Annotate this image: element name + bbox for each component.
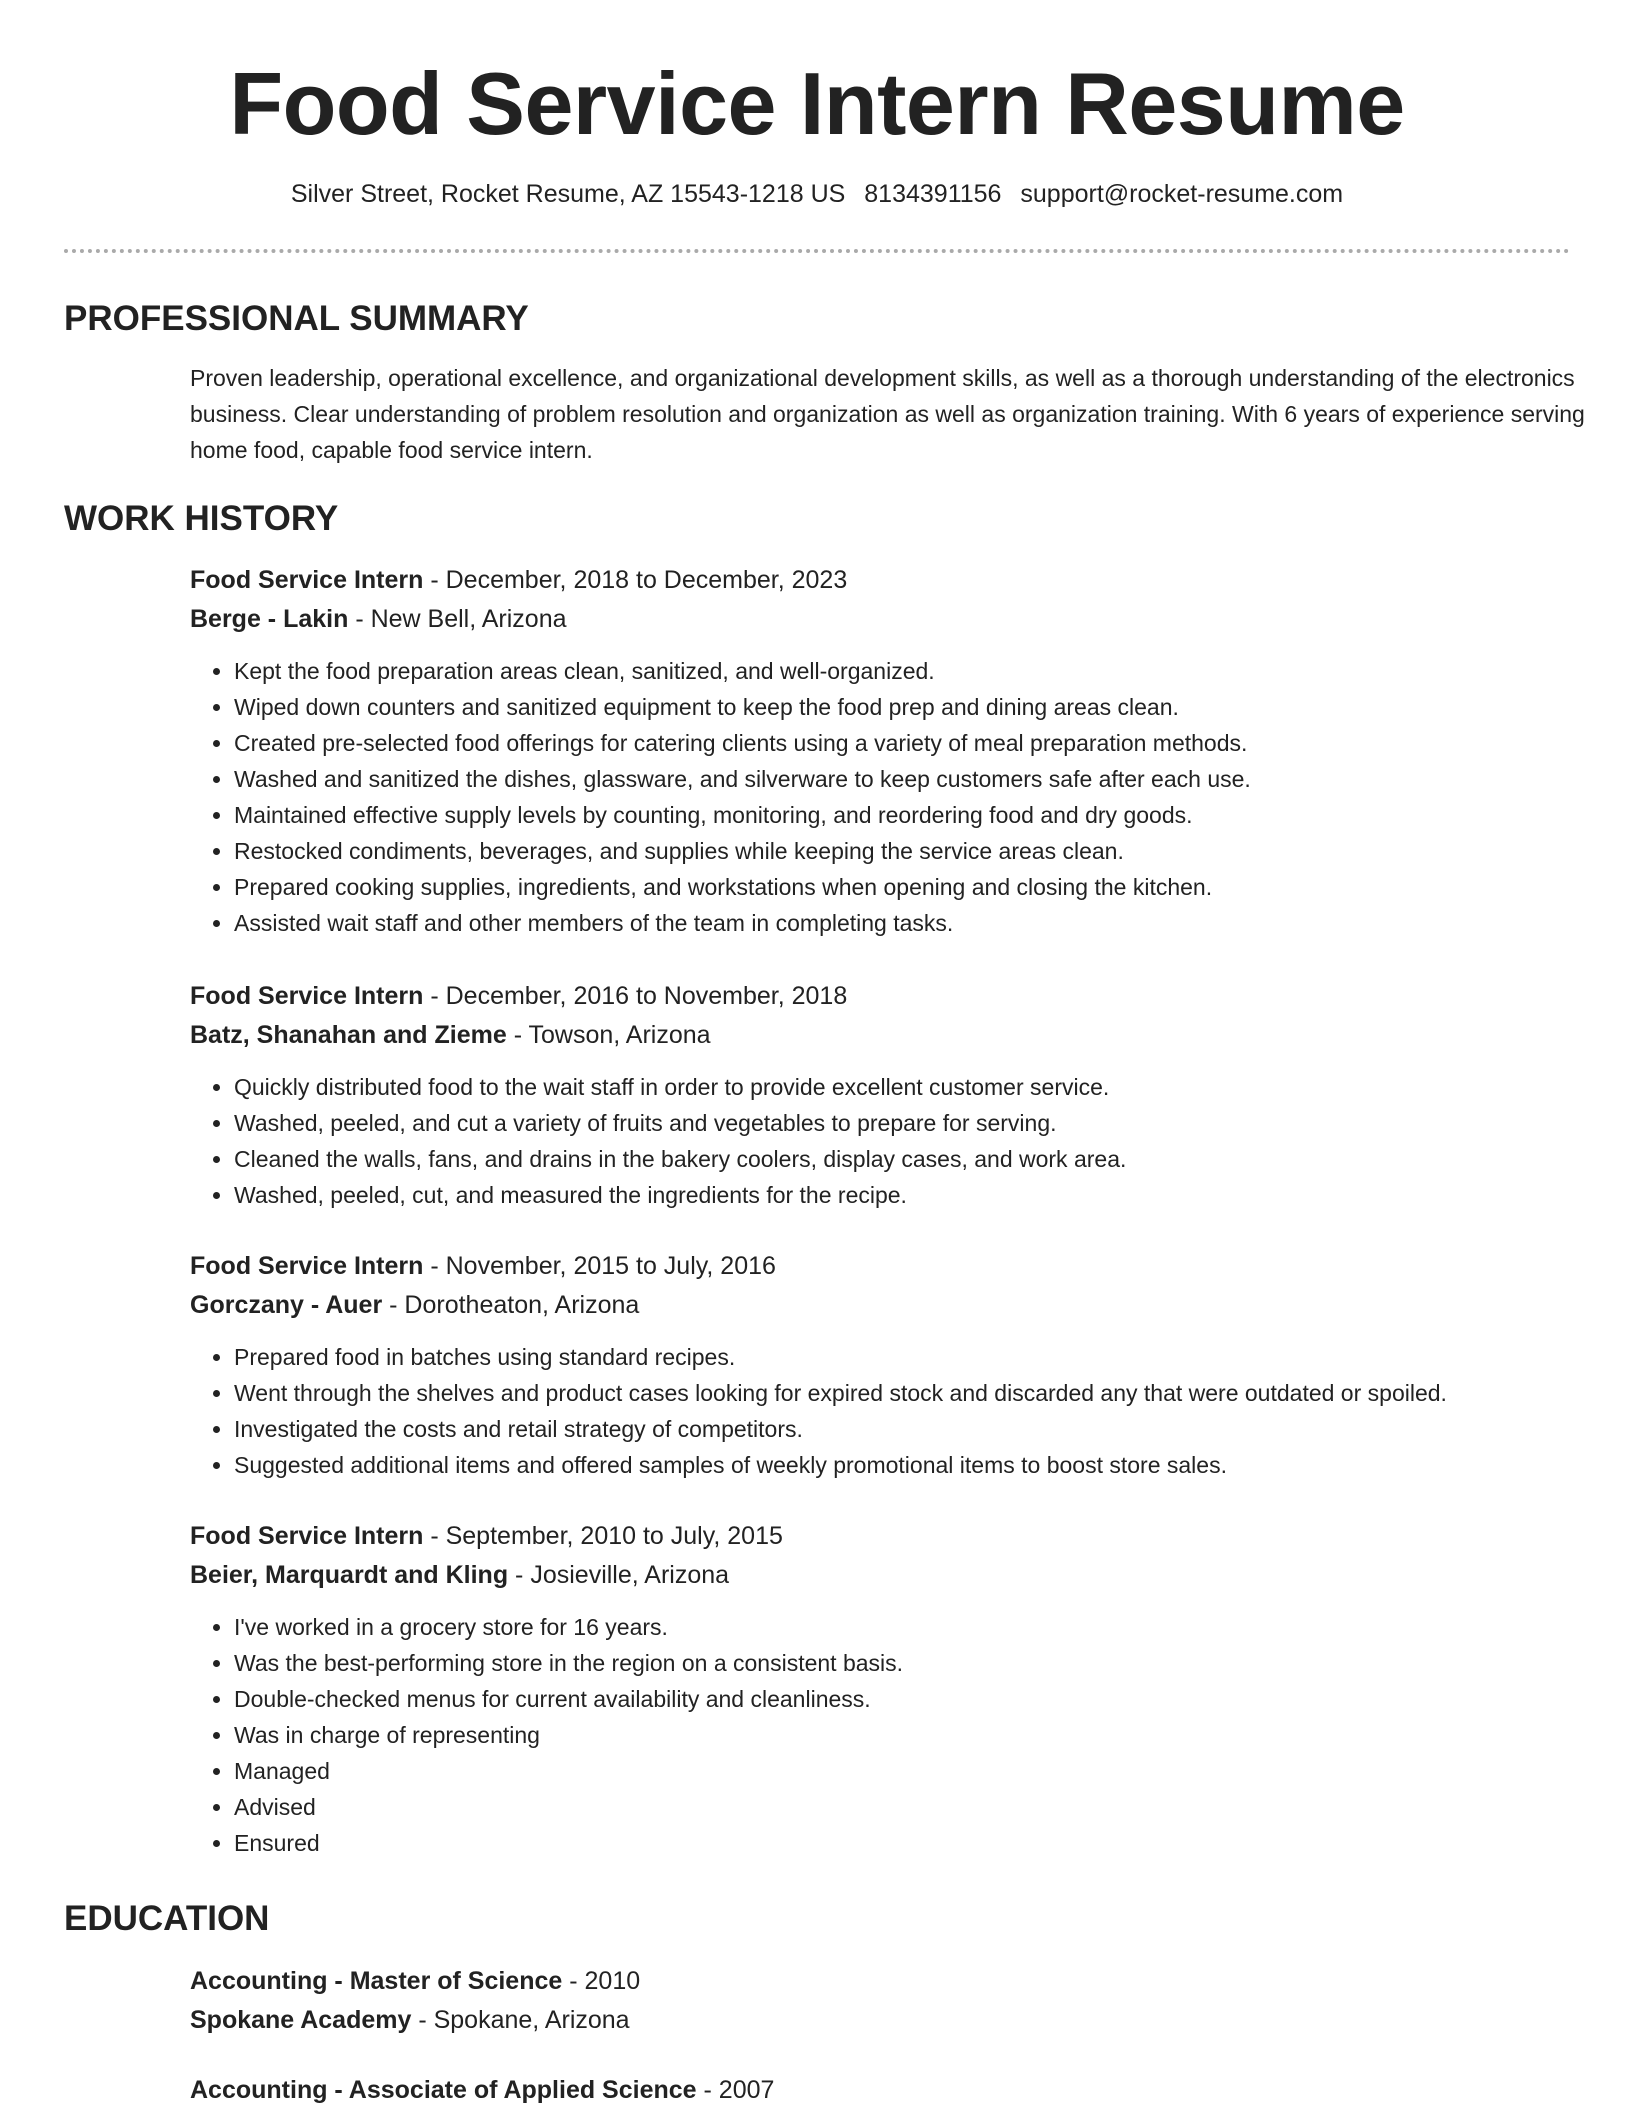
job-bullets (190, 1069, 1570, 1213)
job-company-line (190, 1286, 1570, 1325)
job-bullets (190, 653, 1570, 941)
job-company: Batz, Shanahan and Zieme (190, 1021, 507, 1049)
job-location: - Towson, Arizona (506, 1021, 711, 1049)
job-bullet: • Wiped down counters and sanitized equipment to keep the food prep and dining areas clean. (234, 689, 1570, 725)
contact-address: Silver Street, Rocket Resume, AZ 15543-1218 US (290, 180, 846, 208)
job-bullet: • Restocked condiments, beverages, and supplies while keeping the service areas clean. (234, 833, 1570, 869)
education-year: - 2010 (562, 1967, 641, 1995)
job-bullet: • Ensured (234, 1825, 1570, 1861)
job-title-line (190, 1517, 1570, 1556)
education-entry (64, 2071, 1570, 2110)
job-3 (190, 1247, 1570, 1483)
job-entry (64, 561, 1570, 941)
education-year: - 2007 (696, 2076, 775, 2104)
education-school: Spokane Academy (190, 2006, 412, 2034)
job-bullet: • Prepared cooking supplies, ingredients, and workstations when opening and closing the kitchen. (234, 869, 1570, 905)
education-school-line (190, 2001, 1570, 2040)
job-bullet: • Was in charge of representing (234, 1717, 1570, 1753)
education-heading: EDUCATION (64, 1899, 270, 1938)
job-location: - Josieville, Arizona (508, 1561, 730, 1589)
job-bullet: • Kept the food preparation areas clean, sanitized, and well-organized. (234, 653, 1570, 689)
job-4 (190, 1517, 1570, 1861)
job-company-line (190, 600, 1570, 639)
job-bullet: • Washed and sanitized the dishes, glassware, and silverware to keep customers safe after each use. (234, 761, 1570, 797)
job-bullet: • Washed, peeled, and cut a variety of fruits and vegetables to prepare for serving. (234, 1105, 1570, 1141)
education-degree: Accounting - Associate of Applied Science (190, 2076, 697, 2104)
job-location: - New Bell, Arizona (348, 605, 567, 633)
job-bullet: • Went through the shelves and product cases looking for expired stock and discarded any that were outdated or spoiled. (234, 1375, 1570, 1411)
summary-heading: PROFESSIONAL SUMMARY (64, 299, 529, 338)
job-1 (190, 561, 1570, 941)
education-degree-line (190, 1962, 1570, 2001)
contact-phone: 8134391156 (864, 180, 1002, 208)
job-bullet: • Investigated the costs and retail strategy of competitors. (234, 1411, 1570, 1447)
job-company: Gorczany - Auer (190, 1291, 383, 1319)
job-bullet: • Quickly distributed food to the wait staff in order to provide excellent customer service. (234, 1069, 1570, 1105)
job-bullet: • Was the best-performing store in the region on a consistent basis. (234, 1645, 1570, 1681)
summary-text: Proven leadership, operational excellence, and organizational development skills, as well as a thorough understanding of the electronics business. Clear understanding of problem resolution and organization as well as organization training. With 6 years of experience serving home food, capable food service intern. (190, 365, 1585, 463)
job-location: - Dorotheaton, Arizona (382, 1291, 640, 1319)
job-dates: - December, 2016 to November, 2018 (423, 982, 848, 1010)
education-location: - Spokane, Arizona (411, 2006, 630, 2034)
job-bullet: • Maintained effective supply levels by counting, monitoring, and reordering food and dry goods. (234, 797, 1570, 833)
job-role: Food Service Intern (190, 566, 424, 594)
job-entry (64, 1517, 1570, 1861)
contact-email: support@rocket-resume.com (1020, 180, 1344, 208)
job-bullets (190, 1609, 1570, 1861)
job-bullets (190, 1339, 1570, 1483)
job-company: Beier, Marquardt and Kling (190, 1561, 509, 1589)
job-dates: - September, 2010 to July, 2015 (423, 1522, 783, 1550)
job-bullet: • Created pre-selected food offerings for catering clients using a variety of meal preparation methods. (234, 725, 1570, 761)
job-bullet: • Washed, peeled, cut, and measured the ingredients for the recipe. (234, 1177, 1570, 1213)
job-role: Food Service Intern (190, 982, 424, 1010)
job-bullet: • I've worked in a grocery store for 16 years. (234, 1609, 1570, 1645)
job-bullet: • Cleaned the walls, fans, and drains in the bakery coolers, display cases, and work area. (234, 1141, 1570, 1177)
job-dates: - November, 2015 to July, 2016 (423, 1252, 776, 1280)
job-bullet: • Prepared food in batches using standard recipes. (234, 1339, 1570, 1375)
job-entry (64, 977, 1570, 1213)
job-2 (190, 977, 1570, 1213)
job-bullet: • Suggested additional items and offered samples of weekly promotional items to boost store sales. (234, 1447, 1570, 1483)
job-bullet: • Assisted wait staff and other members of the team in completing tasks. (234, 905, 1570, 941)
job-bullet: • Managed (234, 1753, 1570, 1789)
education-1 (190, 1962, 1570, 2040)
education-entry (64, 1962, 1570, 2040)
job-title-line (190, 1247, 1570, 1286)
job-company-line (190, 1016, 1570, 1055)
work-history-heading: WORK HISTORY (64, 499, 339, 538)
contact-line (64, 177, 1570, 211)
education-degree-line (190, 2071, 1570, 2110)
header-divider (64, 249, 1570, 253)
job-bullet: • Double-checked menus for current availability and cleanliness. (234, 1681, 1570, 1717)
job-dates: - December, 2018 to December, 2023 (423, 566, 848, 594)
job-role: Food Service Intern (190, 1522, 424, 1550)
job-company-line (190, 1556, 1570, 1595)
job-bullet: • Advised (234, 1789, 1570, 1825)
job-entry (64, 1247, 1570, 1483)
job-title-line (190, 977, 1570, 1016)
education-degree: Accounting - Master of Science (190, 1967, 563, 1995)
education-section (64, 1897, 1570, 1941)
job-role: Food Service Intern (190, 1252, 424, 1280)
education-2 (190, 2071, 1570, 2110)
job-company: Berge - Lakin (190, 605, 349, 633)
job-title-line (190, 561, 1570, 600)
summary-section (64, 297, 1585, 468)
work-history-section (64, 497, 1570, 541)
resume-title: Food Service Intern Resume (229, 54, 1405, 153)
resume-page (64, 0, 1585, 2104)
